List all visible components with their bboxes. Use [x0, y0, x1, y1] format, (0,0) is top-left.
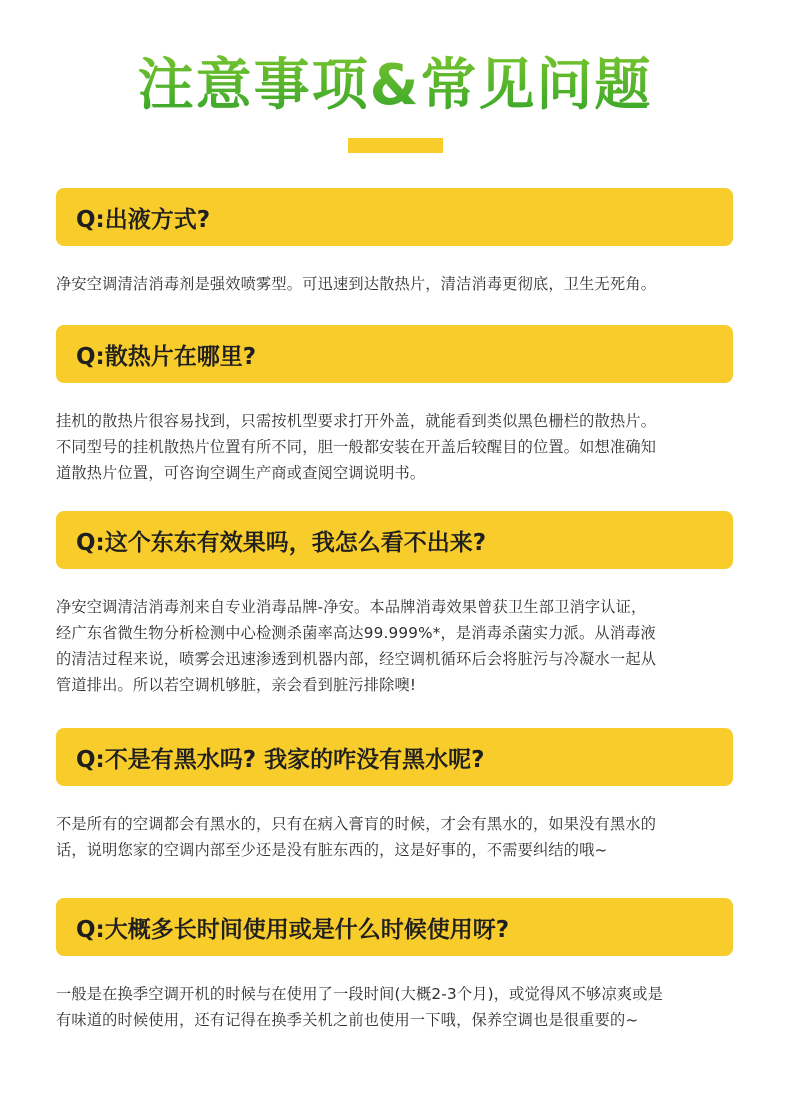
faq-question: Q:出液方式? — [76, 206, 211, 233]
answer-line: 一般是在换季空调开机的时候与在使用了一段时间(大概2-3个月)，或觉得风不够凉爽或是 — [56, 985, 663, 1003]
faq-answer — [56, 594, 733, 698]
faq-question: Q:这个东东有效果吗，我怎么看不出来? — [76, 529, 487, 556]
faq-question-bar — [56, 898, 733, 956]
answer-line: 道散热片位置，可咨询空调生产商或查阅空调说明书。 — [56, 464, 426, 482]
answer-line: 经广东省微生物分析检测中心检测杀菌率高达99.999%*，是消毒杀菌实力派。从消毒液 — [56, 624, 656, 642]
faq-question: Q:大概多长时间使用或是什么时候使用呀? — [76, 916, 510, 943]
title-underline-bar — [348, 138, 443, 153]
answer-line: 的清洁过程来说，喷雾会迅速渗透到机器内部，经空调机循环后会将脏污与冷凝水一起从 — [56, 650, 657, 668]
faq-question: Q:散热片在哪里? — [76, 343, 257, 370]
faq-answer — [56, 271, 733, 297]
faq-item-output-method — [56, 188, 733, 297]
page-title: 注意事项&常见问题 — [0, 46, 790, 126]
faq-question-bar — [56, 511, 733, 569]
answer-line: 话，说明您家的空调内部至少还是没有脏东西的，这是好事的，不需要纠结的哦~ — [56, 841, 608, 859]
faq-answer — [56, 408, 733, 486]
faq-answer — [56, 811, 733, 863]
faq-question: Q:不是有黑水吗? 我家的咋没有黑水呢? — [76, 746, 485, 773]
faq-item-usage-timing — [56, 898, 733, 1033]
faq-item-black-water — [56, 728, 733, 863]
answer-line: 净安空调清洁消毒剂是强效喷雾型。可迅速到达散热片，清洁消毒更彻底，卫生无死角。 — [56, 275, 657, 293]
answer-line: 不是所有的空调都会有黑水的，只有在病入膏肓的时候，才会有黑水的，如果没有黑水的 — [56, 815, 657, 833]
faq-item-effectiveness — [56, 511, 733, 698]
faq-question-bar — [56, 325, 733, 383]
answer-line: 净安空调清洁消毒剂来自专业消毒品牌-净安。本品牌消毒效果曾获卫生部卫消字认证， — [56, 598, 647, 616]
answer-line: 有味道的时候使用，还有记得在换季关机之前也使用一下哦，保养空调也是很重要的~ — [56, 1011, 639, 1029]
faq-answer — [56, 981, 733, 1033]
answer-line: 不同型号的挂机散热片位置有所不同，胆一般都安装在开盖后较醒目的位置。如想准确知 — [56, 438, 657, 456]
answer-line: 管道排出。所以若空调机够脏，亲会看到脏污排除噢! — [56, 676, 417, 694]
faq-question-bar — [56, 188, 733, 246]
answer-line: 挂机的散热片很容易找到，只需按机型要求打开外盖，就能看到类似黑色栅栏的散热片。 — [56, 412, 657, 430]
faq-item-heat-sink-location — [56, 325, 733, 486]
faq-question-bar — [56, 728, 733, 786]
